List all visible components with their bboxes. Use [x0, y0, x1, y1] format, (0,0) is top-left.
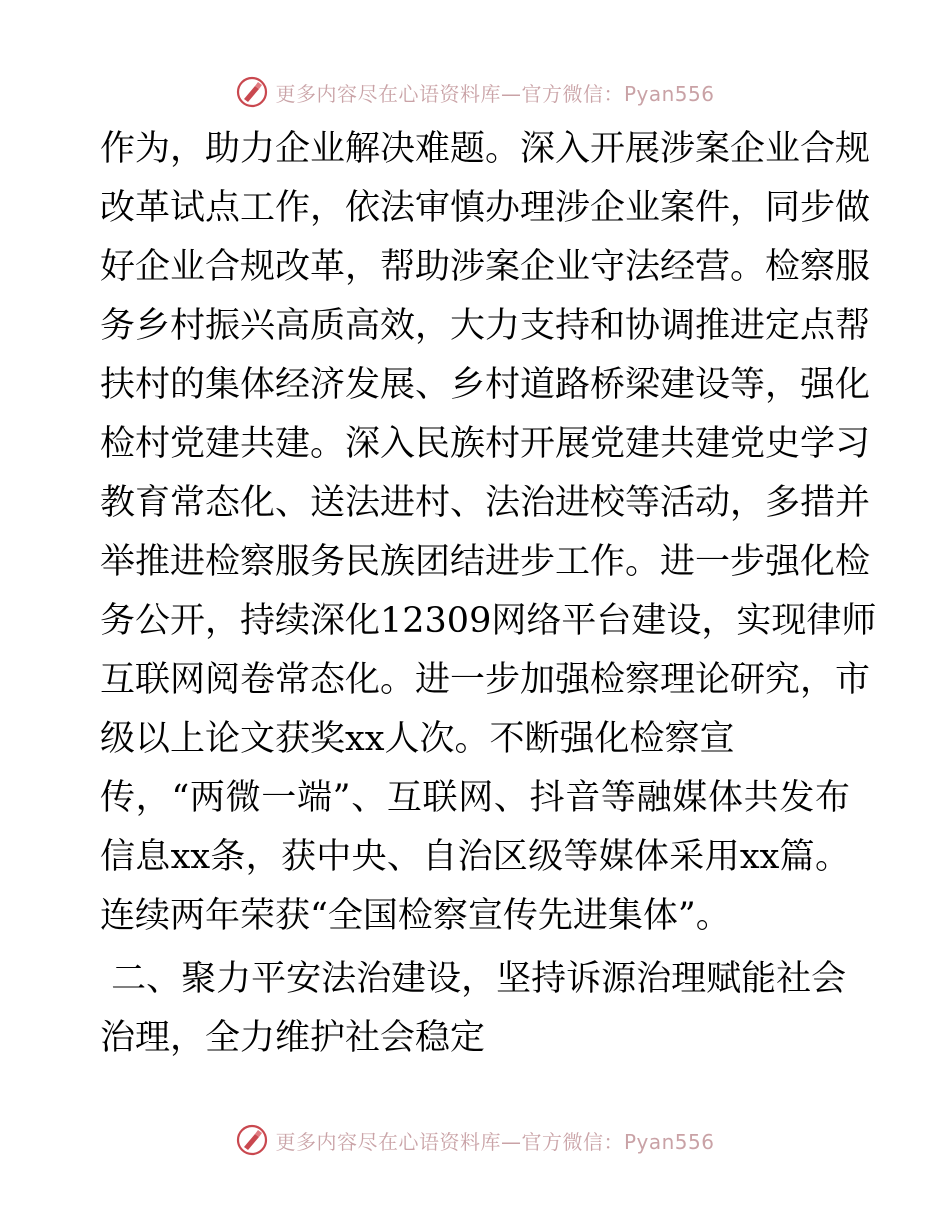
paragraph-line: 信息xx条，获中央、自治区级等媒体采用xx篇。: [100, 837, 850, 877]
paragraph-line: 务公开，持续深化12309网络平台建设，实现律师: [100, 601, 877, 641]
pen-circle-logo-icon: [235, 1123, 269, 1157]
heading-line: 治理，全力维护社会稳定: [100, 1018, 486, 1058]
paragraph-line: 级以上论文获奖xx人次。不断强化检察宣: [100, 719, 735, 759]
header-watermark: [0, 72, 950, 112]
pen-circle-logo-icon: [235, 75, 269, 109]
paragraph-line: 作为，助力企业解决难题。深入开展涉案企业合规: [100, 129, 871, 169]
footer-watermark: [0, 1120, 950, 1160]
document-paragraph: [100, 120, 877, 946]
paragraph-line: 举推进检察服务民族团结进步工作。进一步强化检: [100, 542, 871, 582]
section-heading: [100, 950, 850, 1068]
paragraph-line: 改革试点工作，依法审慎办理涉企业案件，同步做: [100, 188, 871, 228]
paragraph-line: 传，“两微一端”、互联网、抖音等融媒体共发布: [100, 778, 850, 818]
paragraph-line: 检村党建共建。深入民族村开展党建共建党史学习: [100, 424, 871, 464]
paragraph-line: 连续两年荣获“全国检察宣传先进集体”。: [100, 896, 731, 936]
watermark-text: 更多内容尽在心语资料库—官方微信：Pyan556: [275, 81, 715, 106]
paragraph-line: 教育常态化、送法进村、法治进校等活动，多措并: [100, 483, 871, 523]
paragraph-line: 好企业合规改革，帮助涉案企业守法经营。检察服: [100, 247, 871, 287]
paragraph-line: 务乡村振兴高质高效，大力支持和协调推进定点帮: [100, 306, 871, 346]
watermark-text: 更多内容尽在心语资料库—官方微信：Pyan556: [275, 1129, 715, 1154]
paragraph-line: 扶村的集体经济发展、乡村道路桥梁建设等，强化: [100, 365, 871, 405]
paragraph-line: 互联网阅卷常态化。进一步加强检察理论研究，市: [100, 660, 871, 700]
heading-line: 二、聚力平安法治建设，坚持诉源治理赋能社会: [100, 959, 847, 999]
